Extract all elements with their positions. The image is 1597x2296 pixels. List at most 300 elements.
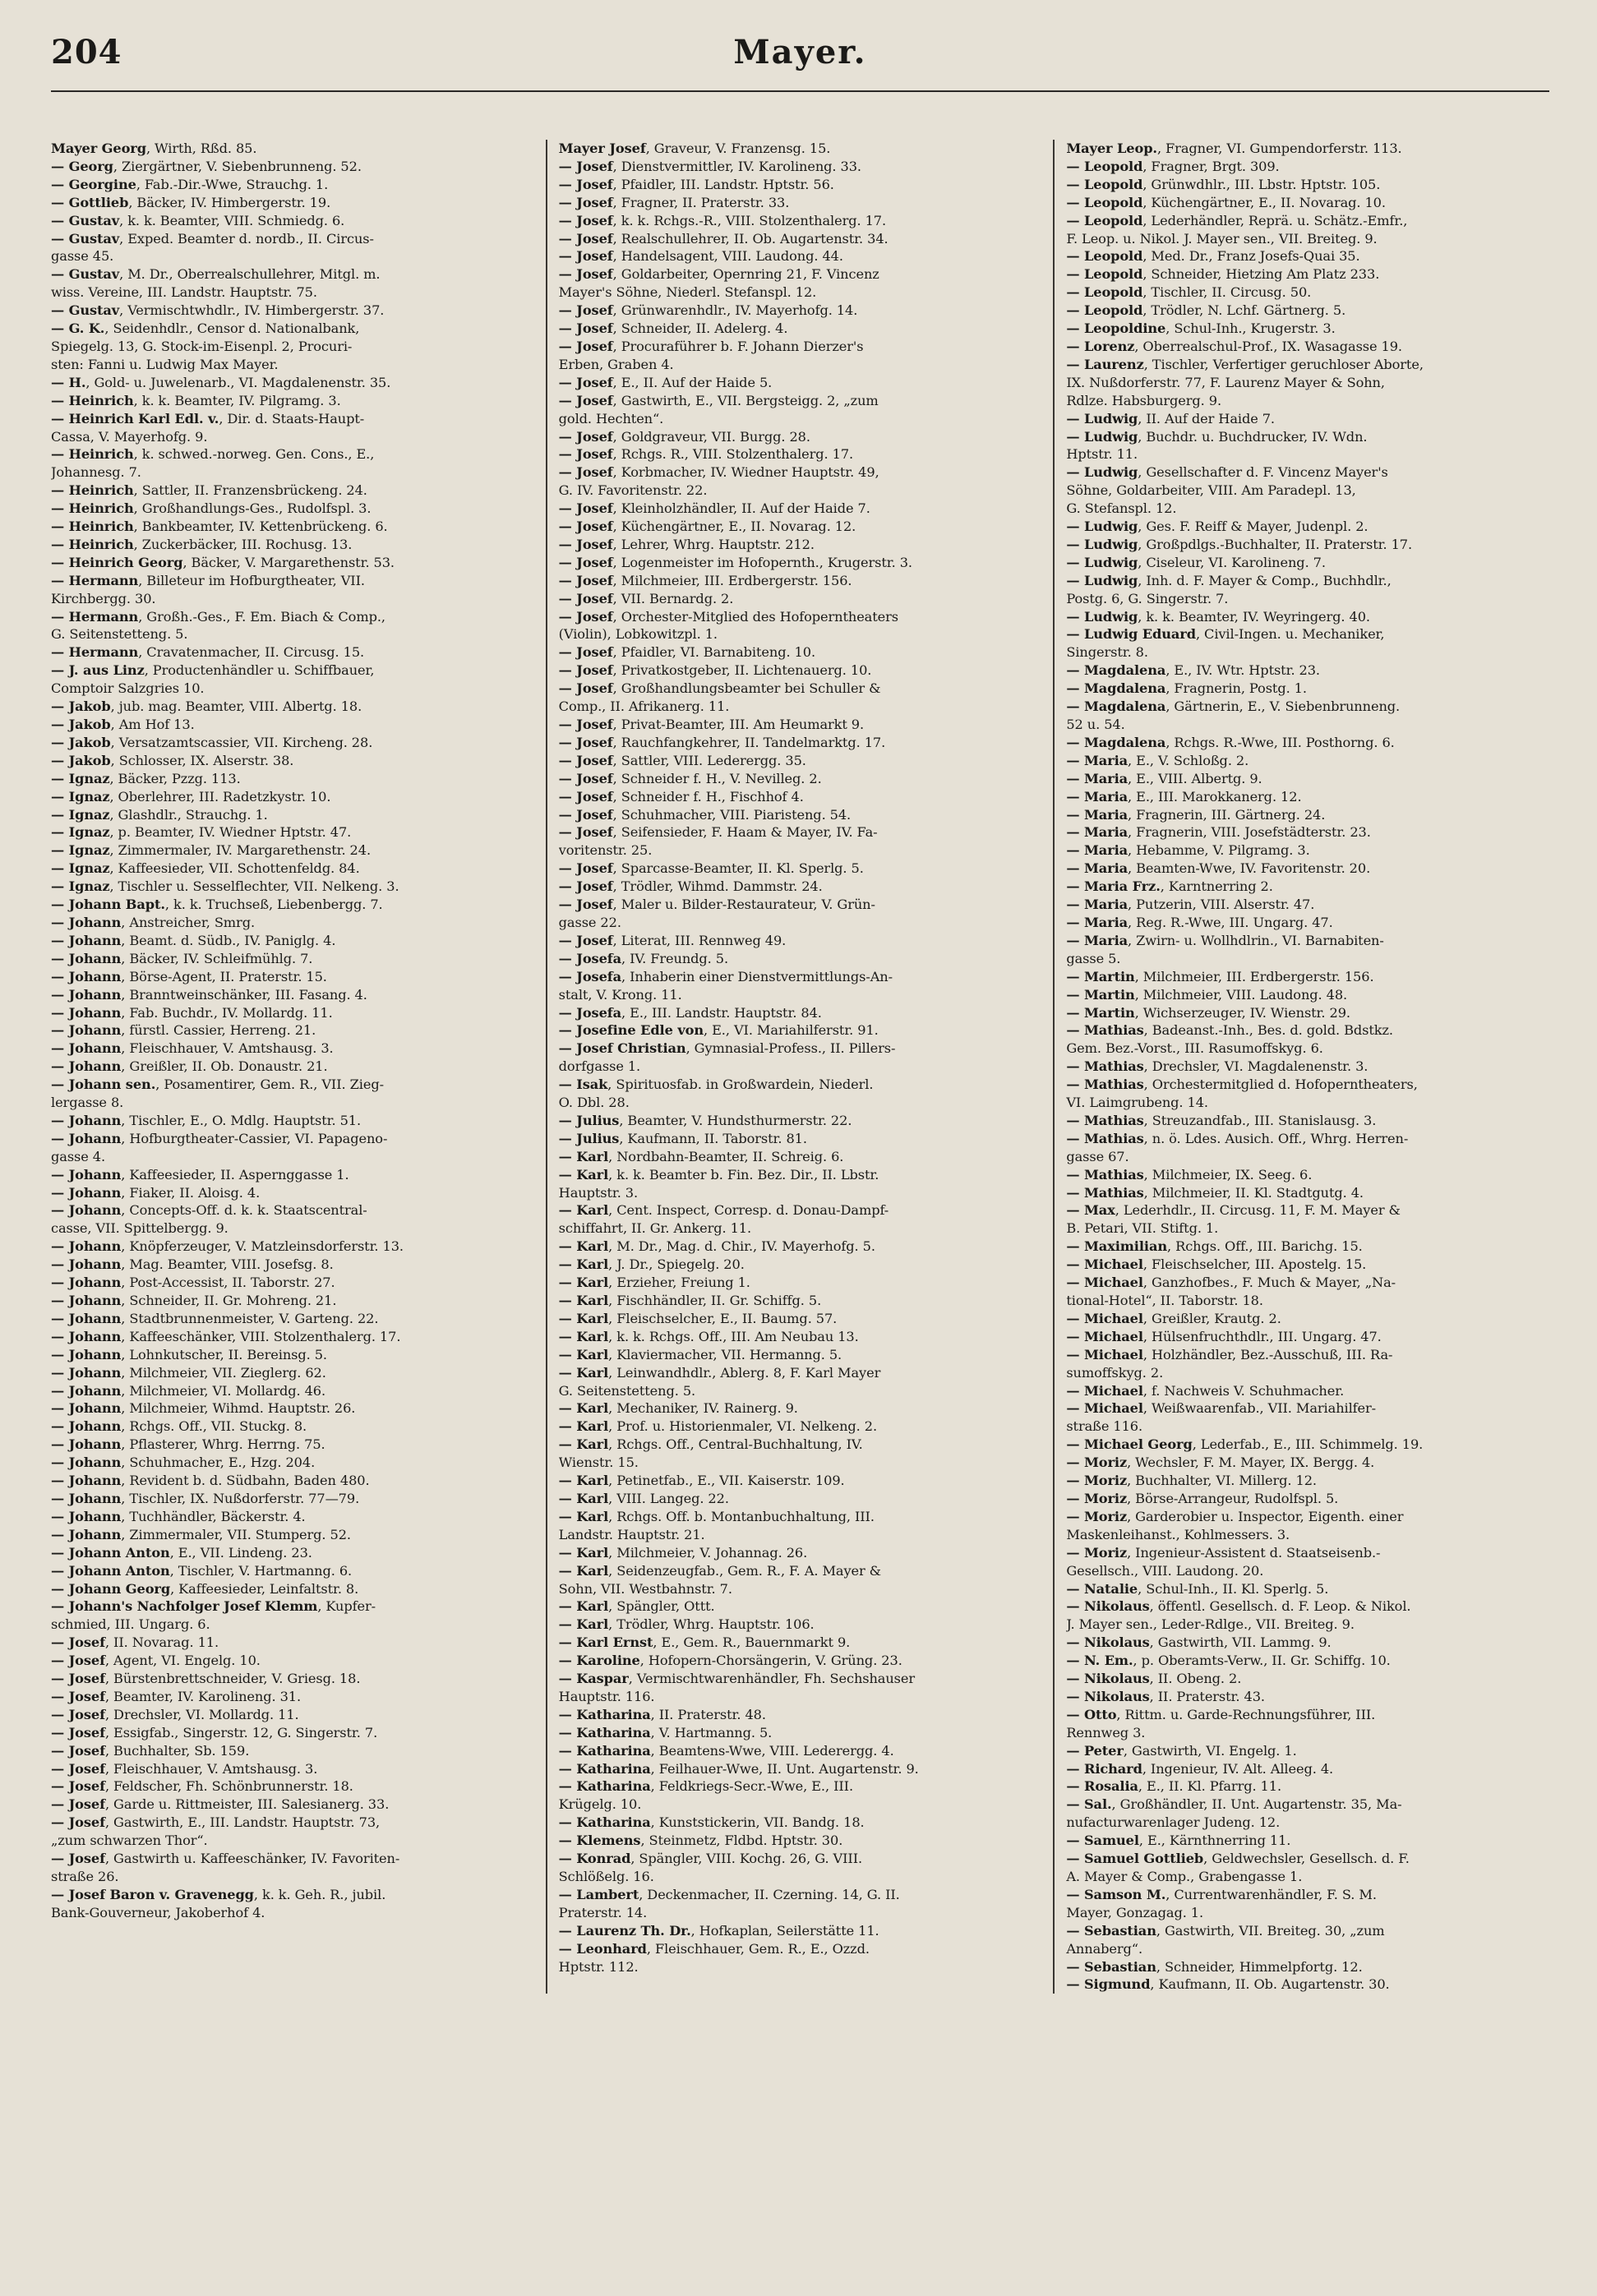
directory-entry-line: Schlößelg. 16.: [558, 1869, 654, 1884]
directory-entry-line: Comptoir Salzgries 10.: [51, 680, 205, 697]
directory-entry-line: Spiegelg. 13, G. Stock-im-Eisenpl. 2, Procuri-: [51, 338, 353, 354]
directory-entry-line: — Isak, Spirituosfab. in Großwardein, Niederl.: [558, 1077, 874, 1093]
directory-entry-line: — Moriz, Börse-Arrangeur, Rudolfspl. 5.: [1066, 1490, 1339, 1506]
directory-entry-line: Annaberg“.: [1066, 1940, 1142, 1957]
directory-entry-line: — Peter, Gastwirth, VI. Engelg. 1.: [1066, 1742, 1297, 1759]
directory-entry-line: — Johann, Hofburgtheater-Cassier, VI. Papageno-: [51, 1130, 388, 1146]
directory-entry-line: — Maria, E., V. Schloßg. 2.: [1066, 752, 1249, 768]
directory-entry-line: — Josef, Fleischhauer, V. Amtshausg. 3.: [51, 1760, 318, 1777]
directory-entry-line: 52 u. 54.: [1066, 717, 1125, 732]
directory-entry-line: — Nikolaus, II. Obeng. 2.: [1066, 1671, 1242, 1687]
directory-entry-line: — Josef, Kleinholzhändler, II. Auf der Haide 7.: [558, 500, 870, 517]
directory-entry-line: — Michael, Hülsenfruchthdlr., III. Ungarg. 47.: [1066, 1328, 1382, 1344]
directory-entry-line: — Martin, Milchmeier, III. Erdbergerstr. 156.: [1066, 968, 1374, 984]
directory-entry-line: Rdlze. Habsburgerg. 9.: [1066, 392, 1222, 408]
directory-entry-line: — Johann, Fab. Buchdr., IV. Mollardg. 11.: [51, 1004, 333, 1021]
directory-entry-line: — Josef, Beamter, IV. Karolineng. 31.: [51, 1688, 302, 1704]
directory-entry-line: — Johann, Kaffeesieder, II. Aspernggasse 1.: [51, 1166, 349, 1183]
directory-entry-line: — Johann, Stadtbrunnenmeister, V. Garteng. 22.: [51, 1310, 379, 1326]
directory-entry-line: Sohn, VII. Westbahnstr. 7.: [558, 1580, 732, 1597]
directory-entry-line: — Samuel, E., Kärnthnerring 11.: [1066, 1833, 1291, 1849]
directory-columns: [51, 140, 1549, 1994]
directory-entry-line: Johannesg. 7.: [51, 464, 141, 481]
directory-entry-line: — Heinrich, k. k. Beamter, IV. Pilgramg. 3.: [51, 392, 341, 408]
directory-entry-line: — Karl Ernst, E., Gem. R., Bauernmarkt 9.: [558, 1634, 851, 1651]
directory-entry-line: — Josef, Logenmeister im Hofopernth., Krugerstr. 3.: [558, 554, 912, 570]
directory-entry-line: — Josefa, IV. Freundg. 5.: [558, 950, 729, 966]
directory-entry-line: — Josefine Edle von, E., VI. Mariahilferstr. 91.: [558, 1022, 879, 1039]
directory-entry-line: — Jakob, Am Hof 13.: [51, 717, 195, 732]
directory-entry-line: — Johann, Milchmeier, VII. Zieglerg. 62.: [51, 1364, 326, 1381]
directory-entry-line: — Josef, Goldarbeiter, Opernring 21, F. Vincenz: [558, 266, 879, 283]
column-right: [1053, 140, 1549, 1994]
directory-entry-line: gasse 67.: [1066, 1148, 1129, 1164]
directory-entry-line: — Magdalena, Rchgs. R.-Wwe, III. Posthorng. 6.: [1066, 734, 1395, 750]
directory-entry-line: — Josef, Schuhmacher, VIII. Piaristeng. 54.: [558, 806, 852, 823]
directory-entry-line: — Karl, Fischhändler, II. Gr. Schiffg. 5.: [558, 1293, 822, 1308]
directory-entry-line: — Karl, Seidenzeugfab., Gem. R., F. A. Mayer &: [558, 1562, 881, 1579]
directory-entry-line: — Johann's Nachfolger Josef Klemm, Kupfer-: [51, 1598, 376, 1615]
directory-entry-line: — Katharina, II. Praterstr. 48.: [558, 1706, 766, 1722]
directory-entry-line: — Samson M., Currentwarenhändler, F. S. M.: [1066, 1886, 1377, 1902]
directory-entry-line: — Martin, Wichserzeuger, IV. Wienstr. 29.: [1066, 1004, 1350, 1021]
directory-entry-line: nufacturwarenlager Judeng. 12.: [1066, 1814, 1281, 1831]
directory-entry-line: — Maria, Reg. R.-Wwe, III. Ungarg. 47.: [1066, 914, 1333, 930]
directory-entry-line: — Mathias, Streuzandfab., III. Stanislausg. 3.: [1066, 1112, 1377, 1128]
directory-entry-line: — Rosalia, E., II. Kl. Pfarrg. 11.: [1066, 1778, 1281, 1795]
directory-entry-line: — Karl, Cent. Inspect, Corresp. d. Donau-Dampf-: [558, 1202, 889, 1219]
directory-entry-line: — Michael, Fleischselcher, III. Apostelg. 15.: [1066, 1256, 1367, 1273]
directory-entry-line: — Karl, Rchgs. Off. b. Montanbuchhaltung, III.: [558, 1508, 875, 1524]
directory-entry-line: dorfgasse 1.: [558, 1058, 641, 1075]
directory-entry-line: — Josef, Pfaidler, III. Landstr. Hptstr. 56.: [558, 176, 834, 192]
directory-entry-line: O. Dbl. 28.: [558, 1095, 630, 1111]
directory-entry-line: — Josef, Rauchfangkehrer, II. Tandelmarktg. 17.: [558, 734, 886, 750]
directory-entry-line: — Johann, Lohnkutscher, II. Bereinsg. 5.: [51, 1346, 327, 1362]
directory-entry-line: — Karoline, Hofopern-Chorsängerin, V. Grüng. 23.: [558, 1653, 902, 1669]
directory-entry-line: Wienstr. 15.: [558, 1455, 639, 1471]
directory-entry-line: Cassa, V. Mayerhofg. 9.: [51, 428, 208, 445]
directory-entry-line: — Ignaz, Oberlehrer, III. Radetzkystr. 10.: [51, 788, 331, 805]
directory-entry-line: — Josef Christian, Gymnasial-Profess., II. Pillers-: [558, 1040, 896, 1057]
directory-entry-line: — Johann sen., Posamentirer, Gem. R., VII. Zieg-: [51, 1077, 384, 1093]
directory-entry-line: Mayer, Gonzagag. 1.: [1066, 1904, 1204, 1920]
directory-entry-line: Hptstr. 11.: [1066, 446, 1138, 463]
directory-entry-line: — Karl, Petinetfab., E., VII. Kaiserstr. 109.: [558, 1473, 845, 1489]
directory-entry-line: — Gustav, Vermischtwhdlr., IV. Himbergerstr. 37.: [51, 302, 385, 319]
directory-entry-line: — Leopold, Lederhändler, Reprä. u. Schätz.-Emfr.,: [1066, 212, 1408, 228]
directory-entry-line: — Nikolaus, öffentl. Gesellsch. d. F. Leop. & Nikol.: [1066, 1598, 1411, 1615]
directory-entry-line: — Ludwig Eduard, Civil-Ingen. u. Mechaniker,: [1066, 626, 1385, 643]
directory-entry-line: — Johann, Fiaker, II. Aloisg. 4.: [51, 1184, 261, 1201]
directory-entry-line: — Leopold, Küchengärtner, E., II. Novarag. 10.: [1066, 194, 1386, 210]
directory-entry-line: B. Petari, VII. Stiftg. 1.: [1066, 1220, 1219, 1237]
directory-entry-line: — Jakob, Schlosser, IX. Alserstr. 38.: [51, 752, 294, 768]
directory-entry-line: — Heinrich, Sattler, II. Franzensbrückeng. 24.: [51, 482, 367, 499]
directory-entry-line: — Kaspar, Vermischtwarenhändler, Fh. Sechshauser: [558, 1671, 916, 1687]
directory-entry-line: — Johann, Knöpferzeuger, V. Matzleinsdorferstr. 13.: [51, 1238, 404, 1255]
running-head: Mayer.: [733, 33, 867, 71]
directory-entry-line: — Karl, Prof. u. Historienmaler, VI. Nelkeng. 2.: [558, 1418, 878, 1435]
directory-entry-line: — Jakob, jub. mag. Beamter, VIII. Albertg. 18.: [51, 698, 362, 715]
directory-entry-line: — Georg, Ziergärtner, V. Siebenbrunneng. 52.: [51, 158, 362, 174]
directory-entry-line: — Josef, Küchengärtner, E., II. Novarag. 12.: [558, 519, 856, 535]
directory-entry-line: — Johann, Tischler, IX. Nußdorferstr. 77—79.: [51, 1490, 360, 1506]
directory-entry-line: J. Mayer sen., Leder-Rdlge., VII. Breiteg. 9.: [1066, 1616, 1355, 1633]
directory-entry-line: — Leopoldine, Schul-Inh., Krugerstr. 3.: [1066, 320, 1336, 337]
directory-entry-line: — Josef, Privat-Beamter, III. Am Heumarkt 9.: [558, 717, 865, 732]
directory-entry-line: — Richard, Ingenieur, IV. Alt. Alleeg. 4.: [1066, 1760, 1334, 1777]
directory-entry-line: — Katharina, Feilhauer-Wwe, II. Unt. Augartenstr. 9.: [558, 1760, 919, 1777]
directory-entry-line: — Josef Baron v. Gravenegg, k. k. Geh. R., jubil.: [51, 1886, 386, 1902]
directory-entry-line: — Josef, Essigfab., Singerstr. 12, G. Singerstr. 7.: [51, 1724, 378, 1740]
directory-entry-line: — Josefa, E., III. Landstr. Hauptstr. 84.: [558, 1004, 822, 1021]
directory-entry-line: schmied, III. Ungarg. 6.: [51, 1616, 210, 1633]
directory-entry-line: Hauptstr. 3.: [558, 1184, 639, 1201]
directory-entry-line: — Josef, Großhandlungsbeamter bei Schuller &: [558, 680, 881, 697]
directory-entry-line: — Johann, fürstl. Cassier, Herreng. 21.: [51, 1022, 316, 1039]
directory-entry-line: — Sebastian, Gastwirth, VII. Breiteg. 30, „zum: [1066, 1922, 1385, 1939]
directory-entry-line: — Moriz, Buchhalter, VI. Millerg. 12.: [1066, 1473, 1317, 1489]
directory-entry-line: — Johann, Tuchhändler, Bäckerstr. 4.: [51, 1508, 306, 1524]
directory-entry-line: Singerstr. 8.: [1066, 644, 1148, 661]
directory-entry-line: — Gustav, k. k. Beamter, VIII. Schmiedg. 6.: [51, 212, 345, 228]
directory-entry-line: — Hermann, Großh.-Ges., F. Em. Biach & Comp.,: [51, 608, 385, 625]
directory-entry-line: Landstr. Hauptstr. 21.: [558, 1526, 705, 1542]
directory-entry-line: — Ludwig, k. k. Beamter, IV. Weyringerg. 40.: [1066, 608, 1370, 625]
directory-entry-line: — Karl, Rchgs. Off., Central-Buchhaltung, IV.: [558, 1436, 863, 1453]
directory-entry-line: — Josef, Schneider f. H., Fischhof 4.: [558, 788, 804, 805]
directory-entry-line: — Michael, Ganzhofbes., F. Much & Mayer, „Na-: [1066, 1275, 1396, 1291]
directory-entry-line: Kirchbergg. 30.: [51, 590, 156, 606]
directory-entry-line: — Lambert, Deckenmacher, II. Czerning. 14, G. II.: [558, 1886, 900, 1902]
directory-entry-line: — Karl, Leinwandhdlr., Ablerg. 8, F. Karl Mayer: [558, 1364, 881, 1381]
directory-entry-line: — J. aus Linz, Productenhändler u. Schiffbauer,: [51, 662, 375, 679]
directory-entry-line: — Ludwig, Gesellschafter d. F. Vincenz Mayer's: [1066, 464, 1388, 481]
directory-entry-line: — Mathias, Orchestermitglied d. Hofoperntheaters,: [1066, 1077, 1418, 1093]
directory-entry-line: schiffahrt, II. Gr. Ankerg. 11.: [558, 1220, 752, 1237]
directory-entry-line: — Josef, Pfaidler, VI. Barnabiteng. 10.: [558, 644, 815, 661]
directory-entry-line: — Katharina, V. Hartmanng. 5.: [558, 1724, 773, 1740]
directory-entry-line: casse, VII. Spittelbergg. 9.: [51, 1220, 228, 1237]
directory-entry-line: — Ludwig, Großpdlgs.-Buchhalter, II. Praterstr. 17.: [1066, 536, 1413, 552]
directory-entry-line: — Josef, Maler u. Bilder-Restaurateur, V. Grün-: [558, 897, 875, 913]
directory-entry-line: — Josef, Gastwirth, E., III. Landstr. Hauptstr. 73,: [51, 1814, 381, 1831]
directory-entry-line: — Ignaz, Tischler u. Sesselflechter, VII. Nelkeng. 3.: [51, 878, 399, 895]
directory-entry-line: sten: Fanni u. Ludwig Max Mayer.: [51, 356, 279, 372]
directory-entry-line: — Johann, Tischler, E., O. Mdlg. Hauptstr. 51.: [51, 1112, 362, 1128]
directory-entry-line: — Mathias, Milchmeier, II. Kl. Stadtgutg. 4.: [1066, 1184, 1364, 1201]
directory-entry-line: — Jakob, Versatzamtscassier, VII. Kircheng. 28.: [51, 734, 373, 750]
directory-entry-line: — Josef, Dienstvermittler, IV. Karolineng. 33.: [558, 158, 861, 174]
directory-entry-line: — Maria, Beamten-Wwe, IV. Favoritenstr. 20.: [1066, 860, 1371, 877]
directory-entry-line: G. IV. Favoritenstr. 22.: [558, 482, 708, 499]
directory-entry-line: — Johann, Pflasterer, Whrg. Herrng. 75.: [51, 1436, 325, 1453]
directory-entry-line: — Johann Georg, Kaffeesieder, Leinfaltstr. 8.: [51, 1580, 359, 1597]
directory-entry-line: Maskenleihanst., Kohlmessers. 3.: [1066, 1526, 1290, 1542]
directory-entry-line: straße 26.: [51, 1869, 119, 1884]
directory-entry-line: — Karl, Mechaniker, IV. Rainerg. 9.: [558, 1400, 798, 1417]
directory-entry-line: — Maria, Hebamme, V. Pilgramg. 3.: [1066, 842, 1310, 859]
directory-entry-line: — Karl, Fleischselcher, E., II. Baumg. 57.: [558, 1310, 838, 1326]
directory-entry-line: — Josef, Orchester-Mitglied des Hofoperntheaters: [558, 608, 898, 625]
directory-entry-line: — Karl, J. Dr., Spiegelg. 20.: [558, 1256, 745, 1273]
directory-entry-line: — Johann, Anstreicher, Smrg.: [51, 914, 256, 930]
directory-entry-line: — Josef, Procuraführer b. F. Johann Dierzer's: [558, 338, 864, 354]
directory-entry-line: — Josef, Trödler, Wihmd. Dammstr. 24.: [558, 878, 823, 895]
directory-entry-line: — Johann Anton, E., VII. Lindeng. 23.: [51, 1544, 312, 1561]
directory-entry-line: — Josef, II. Novarag. 11.: [51, 1634, 219, 1651]
directory-entry-line: Erben, Graben 4.: [558, 356, 674, 372]
directory-entry-line: — Johann, Zimmermaler, VII. Stumperg. 52.: [51, 1526, 351, 1542]
directory-entry-line: — Josef, Rchgs. R., VIII. Stolzenthalerg. 17.: [558, 446, 854, 463]
directory-entry-line: — Maria, Fragnerin, III. Gärtnerg. 24.: [1066, 806, 1326, 823]
directory-entry-line: — Josef, Buchhalter, Sb. 159.: [51, 1742, 250, 1759]
directory-entry-line: Mayer's Söhne, Niederl. Stefanspl. 12.: [558, 284, 817, 301]
directory-entry-line: — Leopold, Med. Dr., Franz Josefs-Quai 35.: [1066, 248, 1360, 265]
directory-entry-line: — Konrad, Spängler, VIII. Kochg. 26, G. VIII.: [558, 1851, 863, 1867]
directory-entry-line: — Michael, f. Nachweis V. Schuhmacher.: [1066, 1382, 1345, 1399]
page-header: [51, 33, 1549, 92]
directory-entry-line: Gem. Bez.-Vorst., III. Rasumoffskyg. 6.: [1066, 1040, 1323, 1057]
directory-entry-line: — Katharina, Kunststickerin, VII. Bandg. 18.: [558, 1814, 865, 1831]
directory-entry-line: Mayer Josef, Graveur, V. Franzensg. 15.: [558, 141, 831, 156]
directory-entry-line: — Ludwig, Ges. F. Reiff & Mayer, Judenpl. 2.: [1066, 519, 1369, 535]
directory-entry-line: Krügelg. 10.: [558, 1796, 642, 1813]
directory-entry-line: — Magdalena, Gärtnerin, E., V. Siebenbrunneng.: [1066, 698, 1401, 715]
directory-entry-line: — Magdalena, E., IV. Wtr. Hptstr. 23.: [1066, 662, 1320, 679]
directory-entry-line: — Nikolaus, Gastwirth, VII. Lammg. 9.: [1066, 1634, 1332, 1651]
directory-entry-line: — Michael, Holzhändler, Bez.-Ausschuß, III. Ra-: [1066, 1346, 1393, 1362]
directory-entry-line: — Johann, Mag. Beamter, VIII. Josefsg. 8.: [51, 1256, 334, 1273]
directory-entry-line: „zum schwarzen Thor“.: [51, 1833, 208, 1849]
directory-entry-line: — Josef, Handelsagent, VIII. Laudong. 44.: [558, 248, 843, 265]
directory-entry-line: — Mathias, Badeanst.-Inh., Bes. d. gold. Bdstkz.: [1066, 1022, 1393, 1039]
directory-entry-line: — Karl, Nordbahn-Beamter, II. Schreig. 6.: [558, 1148, 844, 1164]
directory-entry-line: Mayer Leop., Fragner, VI. Gumpendorferstr. 113.: [1066, 141, 1402, 156]
directory-entry-line: — Josef, VII. Bernardg. 2.: [558, 590, 734, 606]
directory-entry-line: stalt, V. Krong. 11.: [558, 986, 682, 1003]
directory-entry-line: sumoffskyg. 2.: [1066, 1364, 1164, 1381]
directory-entry-line: — Johann, Beamt. d. Südb., IV. Paniglg. 4.: [51, 932, 336, 948]
directory-entry-line: Mayer Georg, Wirth, Rßd. 85.: [51, 141, 257, 156]
directory-entry-line: — Hermann, Billeteur im Hofburgtheater, VII.: [51, 572, 365, 588]
directory-entry-line: — Ignaz, Bäcker, Pzzg. 113.: [51, 770, 241, 786]
directory-entry-line: — Samuel Gottlieb, Geldwechsler, Gesellsch. d. F.: [1066, 1851, 1410, 1867]
directory-entry-line: — Johann, Schneider, II. Gr. Mohreng. 21.: [51, 1293, 337, 1308]
directory-entry-line: — Laurenz, Tischler, Verfertiger geruchloser Aborte,: [1066, 356, 1424, 372]
directory-entry-line: — Michael Georg, Lederfab., E., III. Schimmelg. 19.: [1066, 1436, 1424, 1453]
directory-entry-line: — Josef, E., II. Auf der Haide 5.: [558, 374, 773, 390]
directory-entry-line: — Mathias, Drechsler, VI. Magdalenenstr. 3.: [1066, 1058, 1369, 1075]
directory-entry-line: — Mathias, n. ö. Ldes. Ausich. Off., Whrg. Herren-: [1066, 1130, 1409, 1146]
directory-entry-line: — Karl, k. k. Rchgs. Off., III. Am Neubau 13.: [558, 1328, 859, 1344]
directory-entry-line: IX. Nußdorferstr. 77, F. Laurenz Mayer & Sohn,: [1066, 374, 1385, 390]
directory-entry-line: — Josefa, Inhaberin einer Dienstvermittlungs-An-: [558, 968, 893, 984]
directory-entry-line: — Maria, Putzerin, VIII. Alserstr. 47.: [1066, 897, 1315, 913]
directory-entry-line: — N. Em., p. Oberamts-Verw., II. Gr. Schiffg. 10.: [1066, 1653, 1391, 1669]
directory-entry-line: — Magdalena, Fragnerin, Postg. 1.: [1066, 680, 1307, 697]
directory-entry-line: — Leopold, Trödler, N. Lchf. Gärtnerg. 5.: [1066, 302, 1346, 319]
directory-entry-line: — Leopold, Fragner, Brgt. 309.: [1066, 158, 1280, 174]
directory-entry-line: Postg. 6, G. Singerstr. 7.: [1066, 590, 1229, 606]
directory-entry-line: gasse 22.: [558, 914, 621, 930]
directory-entry-line: — Julius, Beamter, V. Hundsthurmerstr. 22.: [558, 1112, 852, 1128]
directory-entry-line: — Otto, Rittm. u. Garde-Rechnungsführer, III.: [1066, 1706, 1376, 1722]
directory-entry-line: tional-Hotel“, II. Taborstr. 18.: [1066, 1293, 1263, 1308]
directory-entry-line: — Sal., Großhändler, II. Unt. Augartenstr. 35, Ma-: [1066, 1796, 1402, 1813]
directory-entry-line: (Violin), Lobkowitzpl. 1.: [558, 626, 718, 643]
directory-entry-line: wiss. Vereine, III. Landstr. Hauptstr. 75.: [51, 284, 317, 301]
directory-entry-line: — Leopold, Schneider, Hietzing Am Platz 233.: [1066, 266, 1380, 283]
directory-entry-line: — Gustav, M. Dr., Oberrealschullehrer, Mitgl. m.: [51, 266, 381, 283]
directory-entry-line: gasse 4.: [51, 1148, 105, 1164]
directory-entry-line: — Josef, Fragner, II. Praterstr. 33.: [558, 194, 790, 210]
directory-entry-line: — Johann, Kaffeeschänker, VIII. Stolzenthalerg. 17.: [51, 1328, 401, 1344]
directory-entry-line: — Johann, Concepts-Off. d. k. k. Staatscentral-: [51, 1202, 367, 1219]
directory-entry-line: — Josef, Agent, VI. Engelg. 10.: [51, 1653, 261, 1669]
directory-entry-line: — Karl, Milchmeier, V. Johannag. 26.: [558, 1544, 808, 1561]
directory-entry-line: — Maria, Fragnerin, VIII. Josefstädterstr. 23.: [1066, 824, 1371, 841]
directory-entry-line: — Laurenz Th. Dr., Hofkaplan, Seilerstätte 11.: [558, 1922, 879, 1939]
directory-entry-line: G. Seitenstetteng. 5.: [51, 626, 188, 643]
directory-entry-line: — Johann, Post-Accessist, II. Taborstr. 27.: [51, 1275, 335, 1291]
directory-entry-line: — Heinrich, Zuckerbäcker, III. Rochusg. 13.: [51, 536, 353, 552]
directory-entry-line: — Michael, Weißwaarenfab., VII. Mariahilfer-: [1066, 1400, 1377, 1417]
directory-entry-line: — Ludwig, Inh. d. F. Mayer & Comp., Buchhdlr.,: [1066, 572, 1392, 588]
column-left: [51, 140, 546, 1994]
directory-entry-line: voritenstr. 25.: [558, 842, 653, 859]
directory-entry-line: — Karl, k. k. Beamter b. Fin. Bez. Dir., II. Lbstr.: [558, 1166, 879, 1183]
directory-entry-line: Hauptstr. 116.: [558, 1688, 655, 1704]
directory-entry-line: — Josef, Realschullehrer, II. Ob. Augartenstr. 34.: [558, 230, 889, 247]
directory-entry-line: — Sebastian, Schneider, Himmelpfortg. 12.: [1066, 1958, 1363, 1975]
directory-entry-line: — Josef, Milchmeier, III. Erdbergerstr. 156.: [558, 572, 852, 588]
directory-entry-line: — Karl, Spängler, Ottt.: [558, 1598, 715, 1615]
directory-entry-line: — Mathias, Milchmeier, IX. Seeg. 6.: [1066, 1166, 1313, 1183]
directory-entry-line: — Karl, Trödler, Whrg. Hauptstr. 106.: [558, 1616, 815, 1633]
directory-entry-line: — Josef, Garde u. Rittmeister, III. Salesianerg. 33.: [51, 1796, 390, 1813]
directory-entry-line: — Ignaz, Glashdlr., Strauchg. 1.: [51, 806, 268, 823]
directory-entry-line: — Josef, Lehrer, Whrg. Hauptstr. 212.: [558, 536, 815, 552]
directory-entry-line: — Josef, Bürstenbrettschneider, V. Griesg. 18.: [51, 1671, 361, 1687]
directory-entry-line: — Josef, k. k. Rchgs.-R., VIII. Stolzenthalerg. 17.: [558, 212, 887, 228]
directory-entry-line: — Heinrich, Großhandlungs-Ges., Rudolfspl. 3.: [51, 500, 372, 517]
directory-entry-line: — Moriz, Garderobier u. Inspector, Eigenth. einer: [1066, 1508, 1404, 1524]
directory-entry-line: — Ignaz, p. Beamter, IV. Wiedner Hptstr. 47.: [51, 824, 352, 841]
column-middle: [546, 140, 1054, 1994]
directory-entry-line: — Leopold, Grünwdhlr., III. Lbstr. Hptstr. 105.: [1066, 176, 1381, 192]
directory-entry-line: — Maria, E., III. Marokkanerg. 12.: [1066, 788, 1302, 805]
directory-entry-line: gold. Hechten“.: [558, 410, 664, 426]
directory-entry-line: — Josef, Schneider, II. Adelerg. 4.: [558, 320, 788, 337]
directory-entry-line: — H., Gold- u. Juwelenarb., VI. Magdalenenstr. 35.: [51, 374, 391, 390]
directory-entry-line: — Josef, Gastwirth, E., VII. Bergsteigg. 2, „zum: [558, 392, 879, 408]
directory-entry-line: — G. K., Seidenhdlr., Censor d. Nationalbank,: [51, 320, 360, 337]
directory-entry-line: straße 116.: [1066, 1418, 1143, 1435]
directory-entry-line: — Hermann, Cravatenmacher, II. Circusg. 15.: [51, 644, 365, 661]
directory-entry-line: — Johann, Rchgs. Off., VII. Stuckg. 8.: [51, 1418, 307, 1435]
directory-entry-line: Praterstr. 14.: [558, 1904, 648, 1920]
directory-entry-line: — Josef, Seifensieder, F. Haam & Mayer, IV. Fa-: [558, 824, 878, 841]
directory-entry-line: Comp., II. Afrikanerg. 11.: [558, 698, 730, 715]
directory-entry-line: G. Stefanspl. 12.: [1066, 500, 1177, 517]
directory-entry-line: — Karl, Klaviermacher, VII. Hermanng. 5.: [558, 1346, 842, 1362]
directory-entry-line: — Josef, Gastwirth u. Kaffeeschänker, IV. Favoriten-: [51, 1851, 400, 1867]
directory-entry-line: — Julius, Kaufmann, II. Taborstr. 81.: [558, 1130, 807, 1146]
directory-entry-line: F. Leop. u. Nikol. J. Mayer sen., VII. Breiteg. 9.: [1066, 230, 1378, 247]
directory-entry-line: — Maria, E., VIII. Albertg. 9.: [1066, 770, 1262, 786]
directory-entry-line: — Karl, M. Dr., Mag. d. Chir., IV. Mayerhofg. 5.: [558, 1238, 875, 1255]
directory-entry-line: gasse 45.: [51, 248, 114, 265]
directory-entry-line: Bank-Gouverneur, Jakoberhof 4.: [51, 1904, 265, 1920]
directory-entry-line: — Heinrich, Bankbeamter, IV. Kettenbrückeng. 6.: [51, 519, 388, 535]
directory-entry-line: — Johann, Bäcker, IV. Schleifmühlg. 7.: [51, 950, 313, 966]
directory-entry-line: — Katharina, Feldkriegs-Secr.-Wwe, E., III.: [558, 1778, 853, 1795]
directory-entry-line: G. Seitenstetteng. 5.: [558, 1382, 696, 1399]
directory-entry-line: — Leonhard, Fleischhauer, Gem. R., E., Ozzd.: [558, 1940, 870, 1957]
directory-entry-line: — Josef, Schneider f. H., V. Nevilleg. 2.: [558, 770, 822, 786]
directory-entry-line: — Johann, Börse-Agent, II. Praterstr. 15.: [51, 968, 327, 984]
directory-entry-line: Hptstr. 112.: [558, 1958, 639, 1975]
directory-entry-line: — Heinrich Karl Edl. v., Dir. d. Staats-Haupt-: [51, 410, 365, 426]
page-number: 204: [51, 33, 122, 71]
directory-entry-line: — Maria Frz., Karntnerring 2.: [1066, 878, 1273, 895]
directory-entry-line: — Nikolaus, II. Praterstr. 43.: [1066, 1688, 1265, 1704]
directory-entry-line: — Karl, Erzieher, Freiung 1.: [558, 1275, 750, 1291]
directory-entry-line: — Maria, Zwirn- u. Wollhdlrin., VI. Barnabiten-: [1066, 932, 1384, 948]
directory-entry-line: — Gustav, Exped. Beamter d. nordb., II. Circus-: [51, 230, 374, 247]
directory-entry-line: — Johann, Greißler, II. Ob. Donaustr. 21.: [51, 1058, 328, 1075]
directory-entry-line: — Maximilian, Rchgs. Off., III. Barichg. 15.: [1066, 1238, 1363, 1255]
directory-entry-line: — Josef, Korbmacher, IV. Wiedner Hauptstr. 49,: [558, 464, 879, 481]
directory-entry-line: Rennweg 3.: [1066, 1724, 1146, 1740]
directory-entry-line: — Ignaz, Zimmermaler, IV. Margarethenstr. 24.: [51, 842, 371, 859]
directory-entry-line: — Lorenz, Oberrealschul-Prof., IX. Wasagasse 19.: [1066, 338, 1402, 354]
directory-entry-line: — Josef, Goldgraveur, VII. Burgg. 28.: [558, 428, 810, 445]
directory-entry-line: — Johann, Milchmeier, VI. Mollardg. 46.: [51, 1382, 326, 1399]
directory-entry-line: — Josef, Sparcasse-Beamter, II. Kl. Sperlg. 5.: [558, 860, 864, 877]
directory-entry-line: — Max, Lederhdlr., II. Circusg. 11, F. M. Mayer &: [1066, 1202, 1401, 1219]
directory-entry-line: Gesellsch., VIII. Laudong. 20.: [1066, 1562, 1264, 1579]
directory-entry-line: Söhne, Goldarbeiter, VIII. Am Paradepl. 13,: [1066, 482, 1356, 499]
directory-entry-line: — Johann, Fleischhauer, V. Amtshausg. 3.: [51, 1040, 334, 1057]
directory-entry-line: — Johann Bapt., k. k. Truchseß, Liebenbergg. 7.: [51, 897, 383, 913]
directory-entry-line: — Leopold, Tischler, II. Circusg. 50.: [1066, 284, 1312, 301]
directory-entry-line: — Georgine, Fab.-Dir.-Wwe, Strauchg. 1.: [51, 176, 329, 192]
directory-entry-line: lergasse 8.: [51, 1095, 124, 1111]
directory-entry-line: — Natalie, Schul-Inh., II. Kl. Sperlg. 5.: [1066, 1580, 1329, 1597]
directory-entry-line: VI. Laimgrubeng. 14.: [1066, 1095, 1208, 1111]
directory-entry-line: — Josef, Literat, III. Rennweg 49.: [558, 932, 787, 948]
directory-entry-line: — Johann, Branntweinschänker, III. Fasang. 4.: [51, 986, 367, 1003]
directory-entry-line: — Karl, VIII. Langeg. 22.: [558, 1490, 729, 1506]
directory-entry-line: — Johann, Revident b. d. Südbahn, Baden 480.: [51, 1473, 370, 1489]
directory-entry-line: — Katharina, Beamtens-Wwe, VIII. Lederergg. 4.: [558, 1742, 894, 1759]
directory-entry-line: — Josef, Feldscher, Fh. Schönbrunnerstr. 18.: [51, 1778, 353, 1795]
directory-entry-line: — Ludwig, II. Auf der Haide 7.: [1066, 410, 1275, 426]
directory-entry-line: — Moriz, Wechsler, F. M. Mayer, IX. Bergg. 4.: [1066, 1455, 1375, 1471]
directory-entry-line: — Ignaz, Kaffeesieder, VII. Schottenfeldg. 84.: [51, 860, 360, 877]
directory-entry-line: — Johann, Milchmeier, Wihmd. Hauptstr. 26.: [51, 1400, 356, 1417]
directory-entry-line: gasse 5.: [1066, 950, 1121, 966]
directory-entry-line: — Johann, Schuhmacher, E., Hzg. 204.: [51, 1455, 316, 1471]
directory-entry-line: — Michael, Greißler, Krautg. 2.: [1066, 1310, 1281, 1326]
directory-entry-line: — Josef, Grünwarenhdlr., IV. Mayerhofg. 14.: [558, 302, 858, 319]
directory-entry-line: — Josef, Sattler, VIII. Lederergg. 35.: [558, 752, 806, 768]
directory-entry-line: — Heinrich, k. schwed.-norweg. Gen. Cons., E.,: [51, 446, 375, 463]
directory-entry-line: — Ludwig, Buchdr. u. Buchdrucker, IV. Wdn.: [1066, 428, 1368, 445]
